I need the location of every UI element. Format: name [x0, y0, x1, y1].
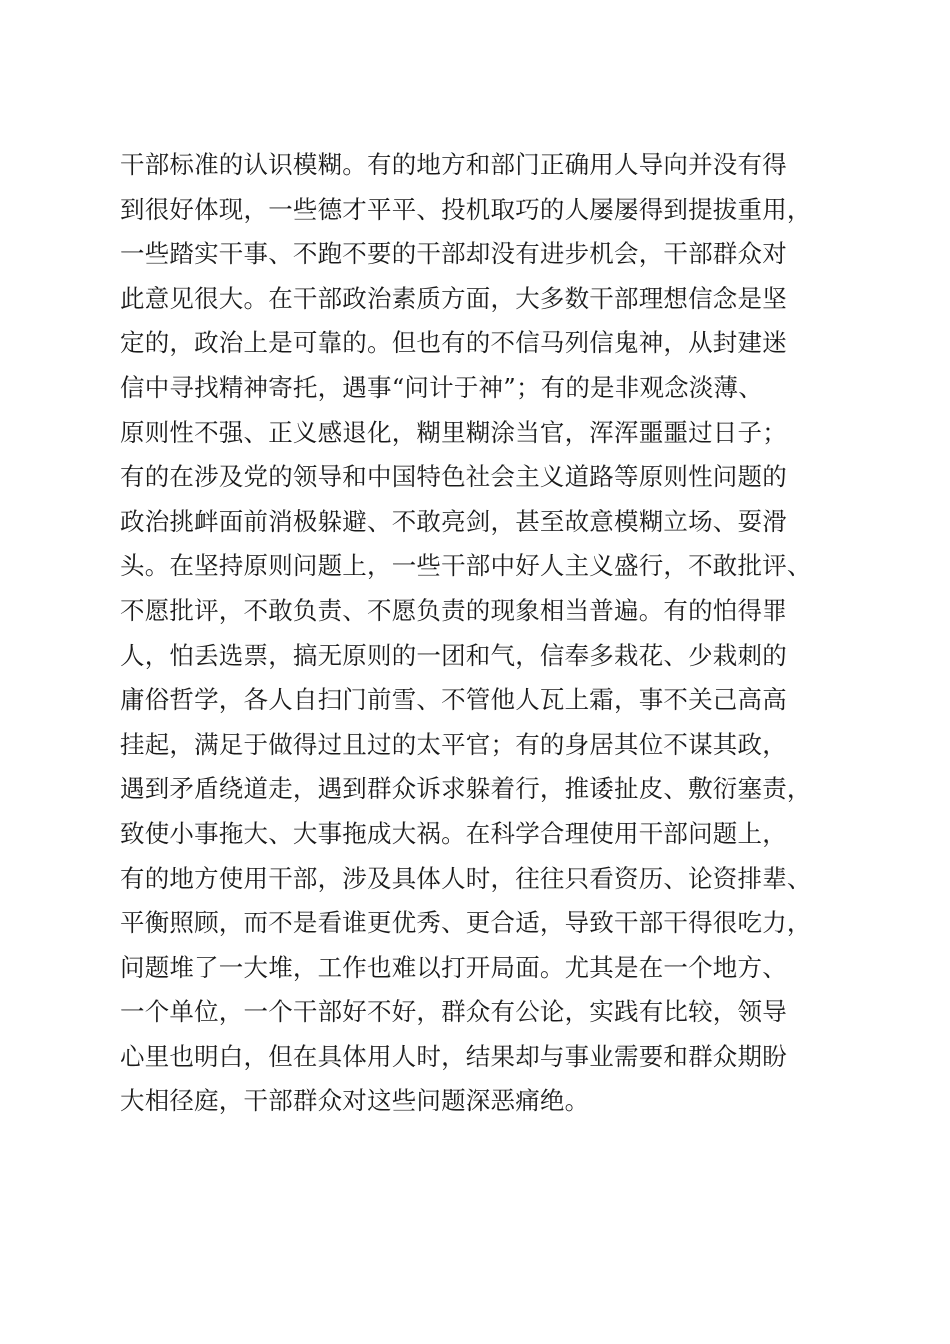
- text-line: 信中寻找精神寄托，遇事“问计于神”；有的是非观念淡薄、: [120, 372, 763, 402]
- text-line: 一个单位，一个干部好不好，群众有公论，实践有比较，领导: [120, 997, 787, 1027]
- text-line: 干部标准的认识模糊。有的地方和部门正确用人导向并没有得: [120, 150, 787, 179]
- text-line: 平衡照顾，而不是看谁更优秀、更合适，导致干部干得很吃力，: [120, 908, 812, 938]
- text-line: 此意见很大。在干部政治素质方面，大多数干部理想信念是坚: [120, 283, 787, 313]
- text-line: 头。在坚持原则问题上，一些干部中好人主义盛行，不敢批评、: [120, 551, 812, 581]
- text-line: 庸俗哲学，各人自扫门前雪、不管他人瓦上霜，事不关己高高: [120, 685, 787, 715]
- text-line: 定的，政治上是可靠的。但也有的不信马列信鬼神，从封建迷: [120, 328, 787, 358]
- text-line: 遇到矛盾绕道走，遇到群众诉求躲着行，推诿扯皮、敷衍塞责，: [120, 774, 812, 804]
- text-line: 大相径庭，干部群众对这些问题深恶痛绝。: [120, 1086, 590, 1116]
- text-line: 原则性不强、正义感退化，糊里糊涂当官，浑浑噩噩过日子；: [120, 417, 787, 447]
- text-line: 问题堆了一大堆，工作也难以打开局面。尤其是在一个地方、: [120, 952, 787, 982]
- text-line: 心里也明白，但在具体用人时，结果却与事业需要和群众期盼: [120, 1041, 787, 1071]
- text-line: 致使小事拖大、大事拖成大祸。在科学合理使用干部问题上，: [120, 818, 787, 848]
- text-line: 一些踏实干事、不跑不要的干部却没有进步机会，干部群众对: [120, 239, 787, 269]
- text-line: 人，怕丢选票，搞无原则的一团和气，信奉多栽花、少栽刺的: [120, 640, 787, 670]
- text-line: 有的地方使用干部，涉及具体人时，往往只看资历、论资排辈、: [120, 863, 812, 893]
- body-paragraph: [120, 143, 840, 1124]
- text-line: 政治挑衅面前消极躲避、不敢亮剑，甚至故意模糊立场、耍滑: [120, 506, 787, 536]
- text-line: 挂起，满足于做得过且过的太平官；有的身居其位不谋其政，: [120, 729, 787, 759]
- text-line: 不愿批评，不敢负责、不愿负责的现象相当普遍。有的怕得罪: [120, 595, 787, 625]
- text-line: 到很好体现，一些德才平平、投机取巧的人屡屡得到提拔重用，: [120, 194, 812, 224]
- text-line: 有的在涉及党的领导和中国特色社会主义道路等原则性问题的: [120, 462, 787, 492]
